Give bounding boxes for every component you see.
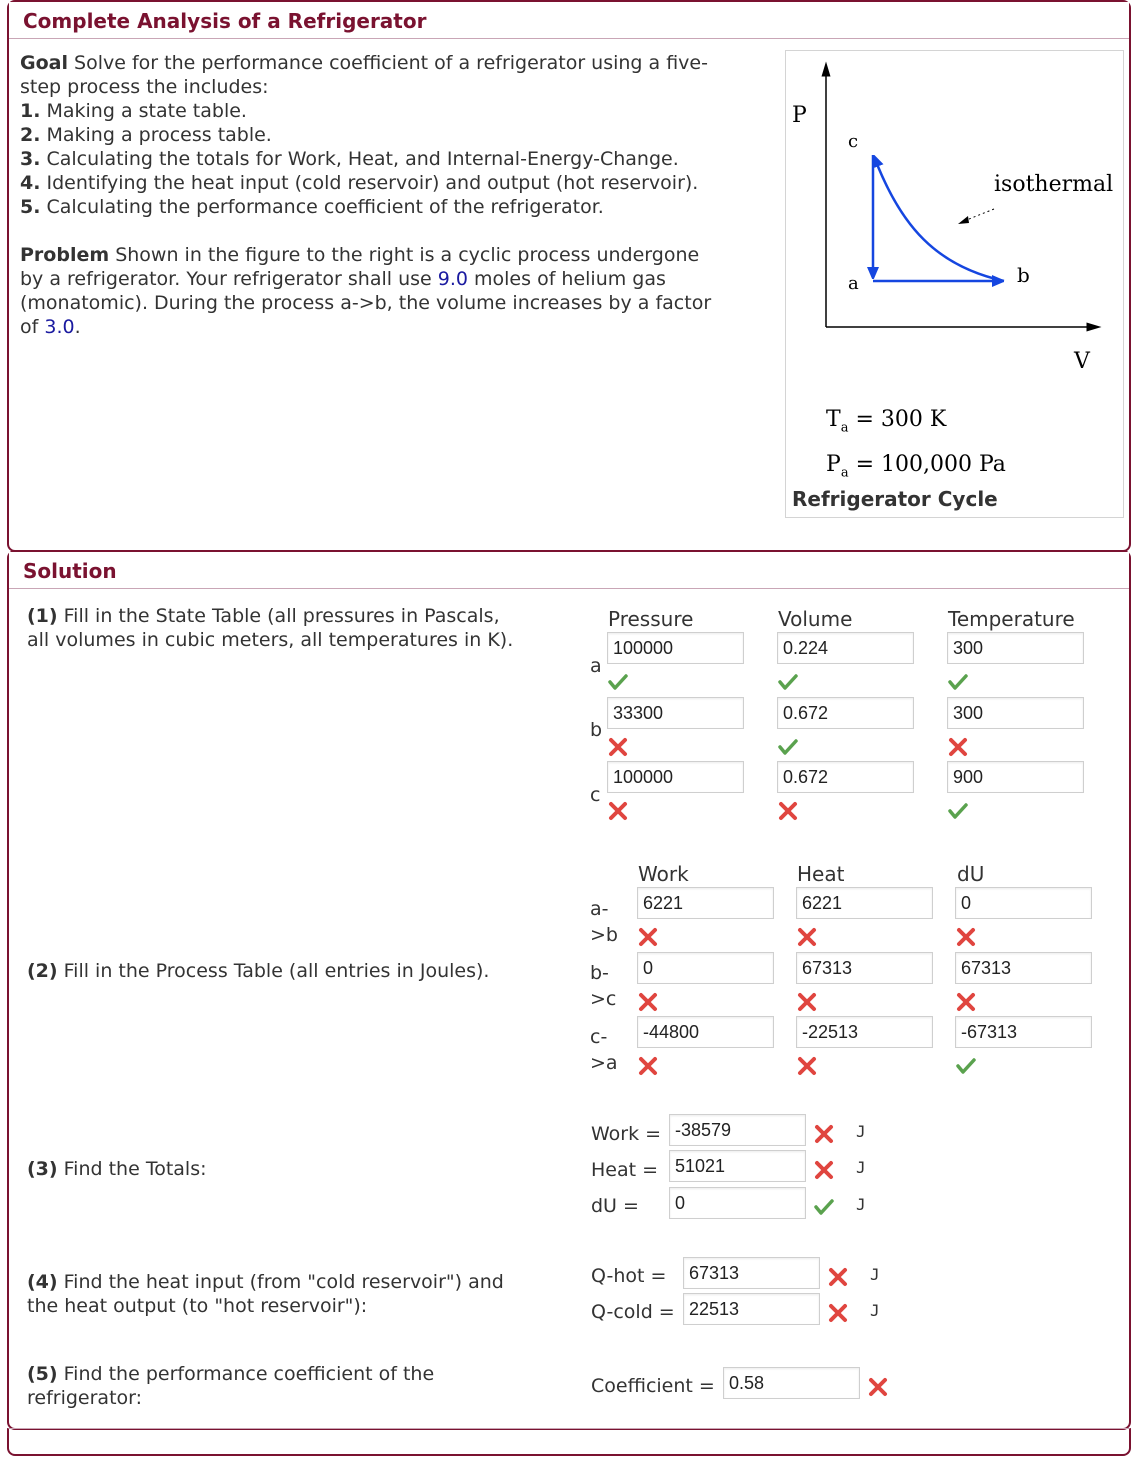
process-ca-du-input[interactable]: -67313 [955, 1016, 1092, 1048]
checkmark-icon [780, 741, 796, 753]
x-mark-icon [611, 804, 625, 818]
state-a-temperature-mark [947, 671, 969, 693]
step1-line-2: all volumes in cubic meters, all temperatures in K). [27, 629, 514, 651]
total-work-unit: J [856, 1122, 866, 1141]
goal-text: Solve for the performance coefficient of a refrigerator using a five- [67, 52, 708, 74]
step-item-4: 4. Identifying the heat input (cold reservoir) and output (hot reservoir). [20, 172, 699, 194]
q-cold-input[interactable]: 22513 [683, 1293, 820, 1325]
x-mark-icon [959, 995, 973, 1009]
state-b-temperature-mark [947, 736, 969, 758]
x-mark-icon [800, 995, 814, 1009]
ta-annotation: $T_a = 300$ K [826, 407, 947, 436]
problem-panel-header [9, 2, 1129, 39]
process-header-du: dU [957, 862, 985, 886]
process-bc-heat-mark [796, 991, 818, 1013]
x-mark-icon [959, 930, 973, 944]
pa-annotation: $P_a = 100,000$ Pa [826, 452, 1006, 481]
goal-label: Goal [20, 52, 68, 74]
process-ab-work-input[interactable]: 6221 [637, 887, 774, 919]
state-a-pressure-input[interactable]: 100000 [607, 632, 744, 664]
state-c-pressure-mark [607, 800, 629, 822]
process-ca-heat-input[interactable]: -22513 [796, 1016, 933, 1048]
x-mark-icon [871, 1380, 885, 1394]
x-mark-icon [611, 740, 625, 754]
q-cold-label: Q-cold = [591, 1301, 675, 1323]
total-work-label: Work = [591, 1123, 662, 1145]
state-b-pressure-input[interactable]: 33300 [607, 697, 744, 729]
total-heat-label: Heat = [591, 1159, 659, 1181]
x-mark-icon [831, 1270, 845, 1284]
q-hot-unit: J [870, 1265, 880, 1284]
isothermal-label: isothermal [994, 172, 1114, 197]
process-bc-work-mark [637, 991, 659, 1013]
checkmark-icon [780, 676, 796, 688]
step4-line-2: the heat output (to "hot reservoir"): [27, 1295, 368, 1317]
process-ca-du-mark [955, 1055, 977, 1077]
x-mark-icon [800, 930, 814, 944]
total-heat-unit: J [856, 1158, 866, 1177]
page-title: Complete Analysis of a Refrigerator [23, 9, 427, 33]
process-bc-heat-input[interactable]: 67313 [796, 952, 933, 984]
process-ca-work-mark [637, 1055, 659, 1077]
total-du-unit: J [856, 1195, 866, 1214]
q-hot-mark [827, 1266, 849, 1288]
process-ab-du-mark [955, 926, 977, 948]
process-bc-du-mark [955, 991, 977, 1013]
q-cold-unit: J [870, 1301, 880, 1320]
point-a-label: a [848, 273, 859, 294]
step5-line-2: refrigerator: [27, 1387, 143, 1409]
x-mark-icon [831, 1306, 845, 1320]
state-b-pressure-mark [607, 736, 629, 758]
factor-value: 3.0 [44, 316, 75, 338]
solution-title: Solution [23, 559, 117, 583]
checkmark-icon [610, 676, 626, 688]
x-mark-icon [817, 1163, 831, 1177]
total-du-mark [813, 1196, 835, 1218]
state-c-temperature-input[interactable]: 900 [947, 761, 1084, 793]
process-ab-work-mark [637, 926, 659, 948]
process-row-label-ca: c- >a [590, 1026, 618, 1074]
p-axis-label: P [792, 103, 807, 128]
total-du-label: dU = [591, 1195, 639, 1217]
x-mark-icon [641, 930, 655, 944]
state-c-temperature-mark [947, 800, 969, 822]
total-heat-mark [813, 1159, 835, 1181]
state-row-label-c: c [590, 784, 601, 806]
step3-line: (3) Find the Totals: [27, 1158, 207, 1180]
state-a-volume-mark [777, 671, 799, 693]
total-work-input[interactable]: -38579 [669, 1114, 806, 1146]
step4-line-1: (4) Find the heat input (from "cold reservoir") and [27, 1271, 504, 1293]
point-b-label: b [1017, 263, 1030, 287]
x-mark-icon [641, 995, 655, 1009]
checkmark-icon [816, 1201, 832, 1213]
problem-line-2: by a refrigerator. Your refrigerator shall use 9.0 moles of helium gas [20, 268, 666, 290]
goal-line-2: step process the includes: [20, 76, 269, 98]
process-ab-heat-mark [796, 926, 818, 948]
moles-value: 9.0 [437, 268, 468, 290]
problem-line-3: (monatomic). During the process a->b, the volume increases by a factor [20, 292, 712, 314]
process-ab-du-input[interactable]: 0 [955, 887, 1092, 919]
q-hot-input[interactable]: 67313 [683, 1257, 820, 1289]
process-header-work: Work [638, 862, 689, 886]
x-mark-icon [817, 1127, 831, 1141]
state-c-pressure-input[interactable]: 100000 [607, 761, 744, 793]
state-a-pressure-mark [607, 671, 629, 693]
q-hot-label: Q-hot = [591, 1265, 667, 1287]
step-item-5: 5. Calculating the performance coefficient of the refrigerator. [20, 196, 604, 218]
problem-label: Problem [20, 244, 110, 266]
state-c-volume-input[interactable]: 0.672 [777, 761, 914, 793]
process-bc-du-input[interactable]: 67313 [955, 952, 1092, 984]
total-du-input[interactable]: 0 [669, 1187, 806, 1219]
state-a-temperature-input[interactable]: 300 [947, 632, 1084, 664]
process-row-label-ab: a- >b [590, 898, 618, 946]
step-item-1: 1. Making a state table. [20, 100, 247, 122]
checkmark-icon [950, 676, 966, 688]
pv-diagram [786, 51, 1123, 517]
process-header-heat: Heat [797, 862, 845, 886]
step5-line-1: (5) Find the performance coefficient of the [27, 1363, 435, 1385]
checkmark-icon [958, 1060, 974, 1072]
state-header-temperature: Temperature [948, 607, 1075, 631]
state-b-temperature-input[interactable]: 300 [947, 697, 1084, 729]
x-mark-icon [800, 1059, 814, 1073]
state-b-volume-mark [777, 736, 799, 758]
state-b-volume-input[interactable]: 0.672 [777, 697, 914, 729]
x-mark-icon [951, 740, 965, 754]
problem-line-1: Problem Shown in the figure to the right is a cyclic process undergone [20, 244, 700, 266]
state-header-pressure: Pressure [608, 607, 694, 631]
checkmark-icon [950, 805, 966, 817]
process-ca-work-input[interactable]: -44800 [637, 1016, 774, 1048]
x-mark-icon [781, 804, 795, 818]
coefficient-mark [867, 1376, 889, 1398]
state-row-label-b: b [590, 719, 603, 741]
process-ab-heat-input[interactable]: 6221 [796, 887, 933, 919]
total-heat-input[interactable]: 51021 [669, 1150, 806, 1182]
state-a-volume-input[interactable]: 0.224 [777, 632, 914, 664]
step1-line-1: (1) Fill in the State Table (all pressures in Pascals, [27, 605, 500, 627]
q-cold-mark [827, 1302, 849, 1324]
bottom-bar [7, 1428, 1131, 1456]
coefficient-label: Coefficient = [591, 1375, 715, 1397]
isothermal-pointer [964, 209, 994, 221]
step2-line: (2) Fill in the Process Table (all entries in Joules). [27, 960, 490, 982]
goal-line-1 [20, 51, 708, 75]
solution-panel-header [9, 552, 1129, 589]
refrigerator-cycle-figure [785, 50, 1124, 518]
x-mark-icon [641, 1059, 655, 1073]
v-axis-label: V [1074, 349, 1090, 374]
state-row-label-a: a [590, 655, 602, 677]
point-c-label: c [848, 131, 859, 152]
step-item-2: 2. Making a process table. [20, 124, 272, 146]
state-header-volume: Volume [778, 607, 853, 631]
process-row-label-bc: b- >c [590, 962, 617, 1010]
process-b-c-isotherm [875, 159, 1004, 281]
state-c-volume-mark [777, 800, 799, 822]
process-bc-work-input[interactable]: 0 [637, 952, 774, 984]
problem-line-4: of 3.0. [20, 316, 81, 338]
figure-caption: Refrigerator Cycle [792, 487, 998, 511]
process-ca-heat-mark [796, 1055, 818, 1077]
coefficient-input[interactable]: 0.58 [723, 1367, 860, 1399]
step-item-3: 3. Calculating the totals for Work, Heat, and Internal-Energy-Change. [20, 148, 679, 170]
total-work-mark [813, 1123, 835, 1145]
